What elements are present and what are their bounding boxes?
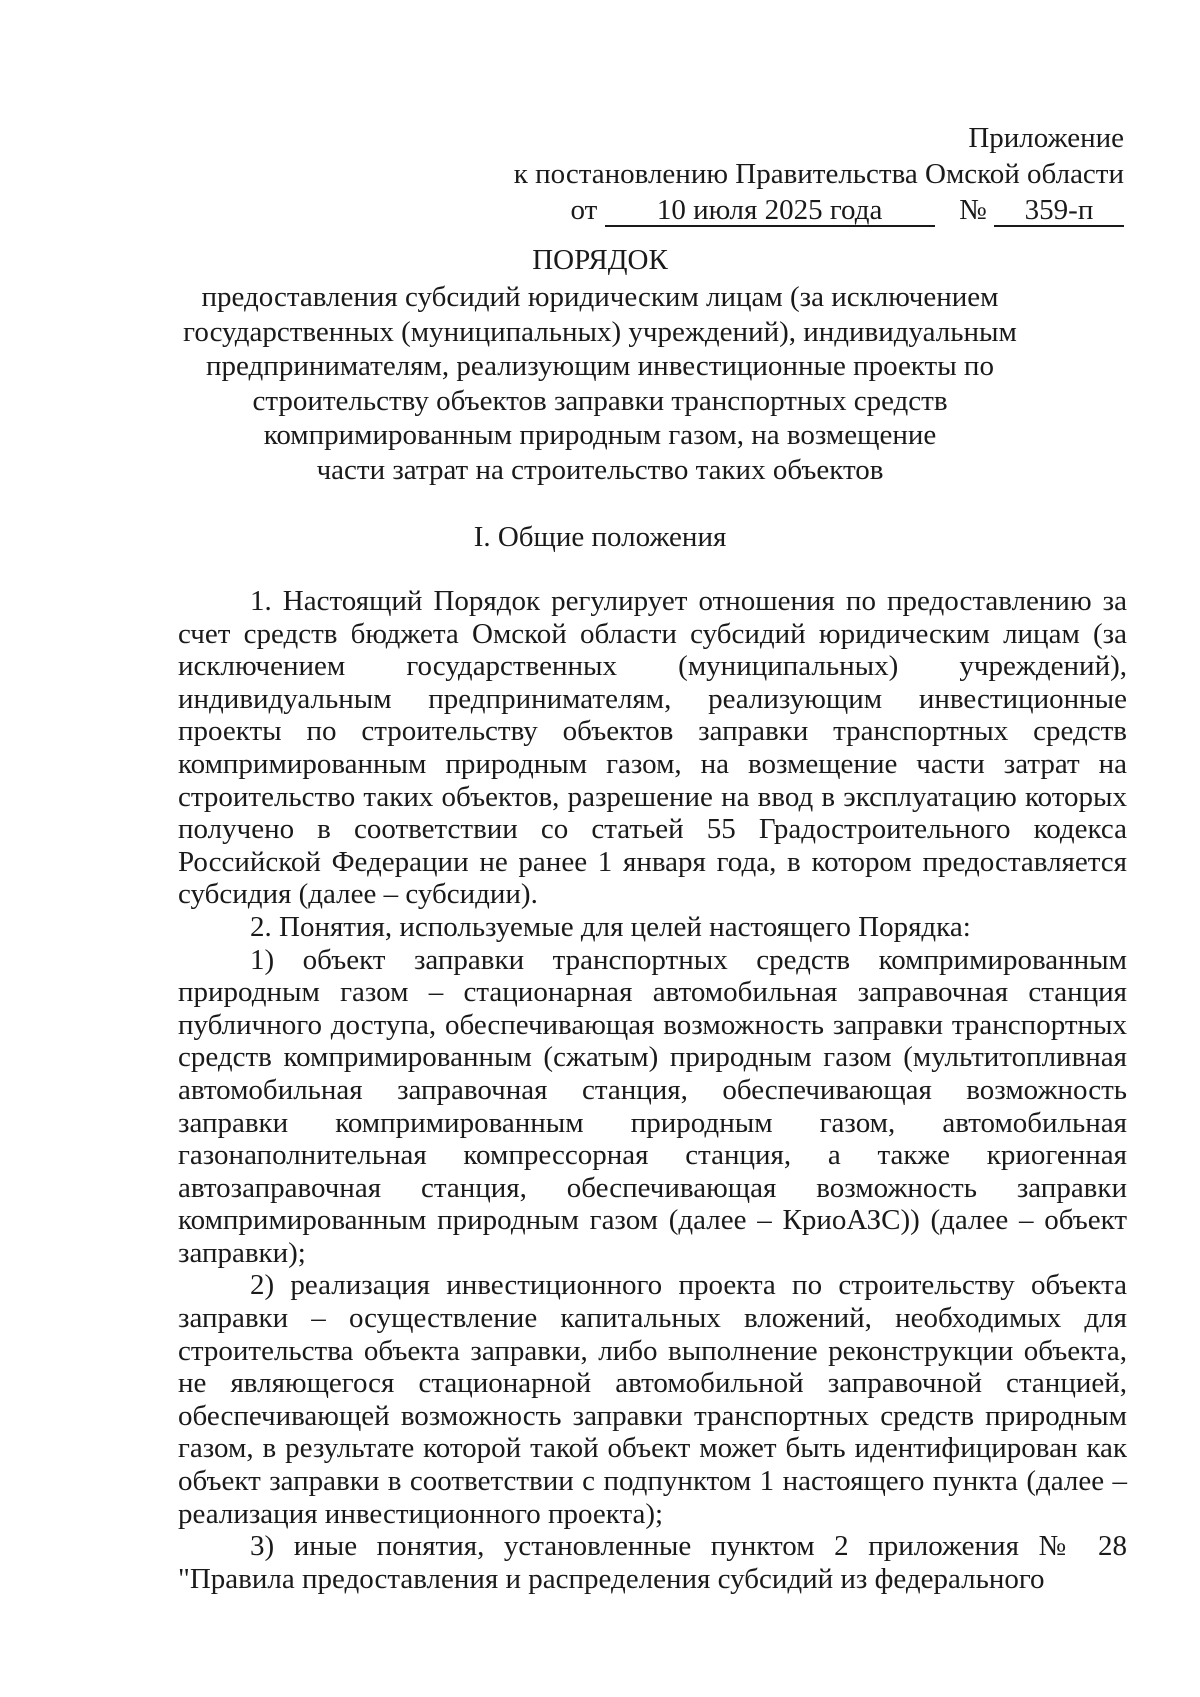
appendix-header [514, 120, 1124, 228]
document-title-block [0, 242, 1200, 487]
resolution-number: 359-п [994, 195, 1124, 227]
subtitle-line: части затрат на строительство таких объектов [316, 453, 884, 486]
subparagraph-3: 3) иные понятия, установленные пунктом 2 приложения № 28 "Правила предоставления и распределения субсидий из федерального [178, 1530, 1127, 1595]
subtitle-line: строительству объектов заправки транспортных средств [252, 384, 948, 417]
section-heading: I. Общие положения [473, 521, 727, 553]
subtitle-line: предпринимателям, реализующим инвестиционные проекты по [206, 350, 994, 382]
date-line [514, 192, 1124, 228]
subparagraph-2: 2) реализация инвестиционного проекта по строительству объекта заправки – осуществление капитальных вложений, необходимых для строительства объекта заправки, либо выполнение реконструкции объекта, не являющегося стационарной автомобильной заправочной станцией, обеспечивающей возможность заправки транспортных средств природным газом, в результате которой такой объект может быть идентифицирован как объект заправки в соответствии с подпунктом 1 настоящего пункта (далее – реализация инвестиционного проекта); [178, 1269, 1127, 1530]
from-label: от [570, 194, 598, 226]
paragraph-2: 2. Понятия, используемые для целей настоящего Порядка: [250, 910, 971, 943]
resolution-reference: к постановлению Правительства Омской области [513, 158, 1124, 190]
subtitle-line: предоставления субсидий юридическим лицам (за исключением [201, 281, 999, 313]
resolution-date: 10 июля 2025 года [605, 195, 935, 227]
document-body [178, 585, 1127, 1595]
document-title: ПОРЯДОК [532, 244, 668, 276]
appendix-label: Приложение [968, 122, 1124, 154]
subtitle-line: компримированным природным газом, на возмещение [263, 419, 937, 451]
document-subtitle [0, 280, 1200, 487]
number-label: № [959, 194, 987, 226]
paragraph-1: 1. Настоящий Порядок регулирует отношения по предоставлению за счет средств бюджета Омской области субсидий юридическим лицам (за исключением государственных (муниципальных) учреждений), индивидуальным предпринимателям, реализующим инвестиционные проекты по строительству объектов заправки транспортных средств компримированным природным газом, на возмещение части затрат на строительство таких объектов, разрешение на ввод в эксплуатацию которых получено в соответствии со статьей 55 Градостроительного кодекса Российской Федерации не ранее 1 января года, в котором предоставляется субсидия (далее – субсидии). [178, 585, 1127, 911]
subparagraph-1: 1) объект заправки транспортных средств компримированным природным газом – стационарная автомобильная заправочная станция публичного доступа, обеспечивающая возможность заправки транспортных средств компримированным (сжатым) природным газом (мультитопливная автомобильная заправочная станция, обеспечивающая возможность заправки компримированным природным газом, автомобильная газонаполнительная компрессорная станция, а также криогенная автозаправочная станция, обеспечивающая возможность заправки компримированным природным газом (далее – КриоАЗС)) (далее – объект заправки); [178, 943, 1127, 1269]
subtitle-line: государственных (муниципальных) учреждений), индивидуальным [183, 315, 1017, 348]
